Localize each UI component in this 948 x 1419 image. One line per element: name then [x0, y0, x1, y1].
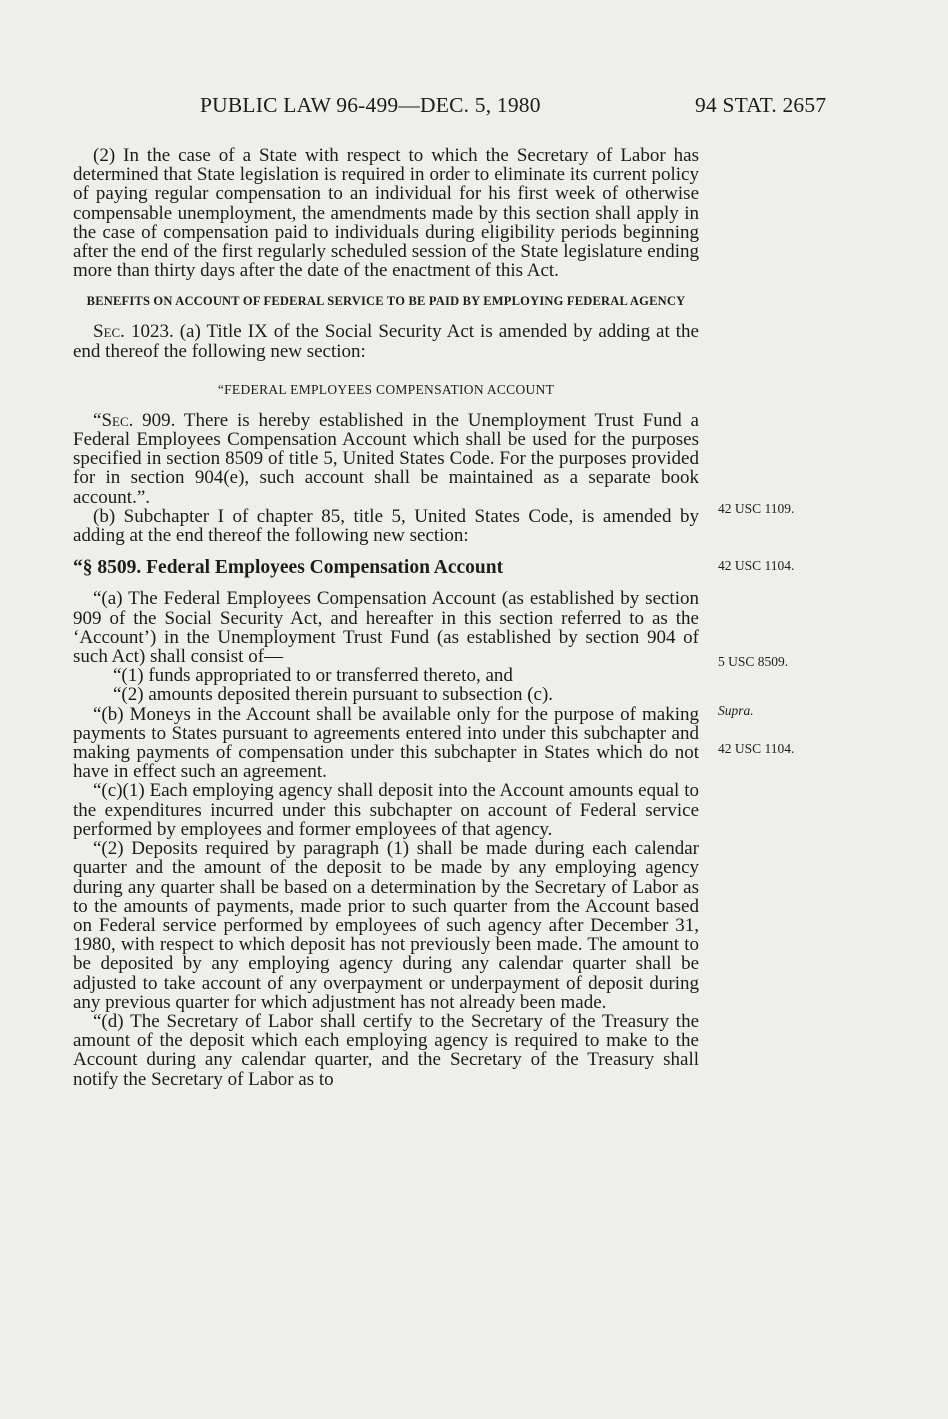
subsection-a-item-1: “(1) funds appropriated to or transferred thereto, and — [113, 665, 513, 687]
sec-1023-text: 1023. (a) Title IX of the Social Security Act is amended by adding at the end thereof the following new section: — [73, 321, 699, 362]
sec-909-quote: “ — [93, 409, 102, 431]
sec-909-label: Sec. — [101, 409, 134, 431]
paragraph-2-eligibility: (2) In the case of a State with respect to which the Secretary of Labor has determined that State legislation is required in order to eliminate its current policy of paying regular compensation to an individual for his first week of otherwise compensable unemployment, the amendments made by this section shall apply in the case of compensation paid to individuals during eligibility periods beginning after the end of the first regularly scheduled session of the State legislature ending more than thirty days after the date of the enactment of this Act. — [73, 145, 699, 282]
sec-label: Sec. — [93, 321, 125, 343]
margin-note-42-usc-1109: 42 USC 1109. — [718, 501, 795, 516]
margin-note-42-usc-1104: 42 USC 1104. — [718, 558, 795, 573]
sec-909-body: 909. There is hereby established in the Unemployment Trust Fund a Federal Employees Compensation Account which shall be used for the purposes specified in section 8509 of title 5, United States Code. For the purposes provided for in section 904(e), such account shall be maintained as a separate book account.”. — [73, 409, 699, 508]
statute-page-number: 94 STAT. 2657 — [695, 93, 827, 117]
subsection-b: “(b) Moneys in the Account shall be available only for the purpose of making payments to States pursuant to agreements entered into under this subchapter and making payments of compensation under this subchapter in States which do not have in effect such an agreement. — [73, 703, 699, 783]
paragraph-b-subchapter: (b) Subchapter I of chapter 85, title 5, United States Code, is amended by adding at the end thereof the following new section: — [73, 505, 699, 547]
subsection-c2: “(2) Deposits required by paragraph (1) shall be made during each calendar quarter and the amount of the deposit to be made by any employing agency during any quarter shall be based on a determination by the Secretary of Labor as to the amounts of payments, made prior to such quarter from the Account based on Federal service performed by employees of such agency after December 31, 1980, with respect to which deposit has not previously been made. The amount to be deposited by any employing agency during any calendar quarter shall be adjusted to take account of any overpayment or underpayment of deposit during any previous quarter for which adjustment has not already been made. — [73, 838, 699, 1013]
subsection-c1: “(c)(1) Each employing agency shall deposit into the Account amounts equal to the expenditures incurred under this subchapter on account of Federal service performed by employees and former employees of that agency. — [73, 780, 699, 840]
section-8509-heading: “§ 8509. Federal Employees Compensation Account — [73, 557, 504, 579]
section-caption-benefits: BENEFITS ON ACCOUNT OF FEDERAL SERVICE TO BE PAID BY EMPLOYING FEDERAL AGENCY — [86, 294, 686, 309]
running-head: PUBLIC LAW 96-499—DEC. 5, 1980 — [200, 93, 541, 117]
margin-note-42-usc-1104-b: 42 USC 1104. — [718, 741, 795, 756]
subsection-d: “(d) The Secretary of Labor shall certify to the Secretary of the Treasury the amount of the deposit which each employing agency is required to make to the Account during any calendar quarter, and the Secretary of the Treasury shall notify the Secretary of Labor as to — [73, 1010, 699, 1090]
section-caption-account: “FEDERAL EMPLOYEES COMPENSATION ACCOUNT — [217, 381, 555, 397]
margin-note-5-usc-8509: 5 USC 8509. — [718, 654, 789, 669]
subsection-a-item-2: “(2) amounts deposited therein pursuant to subsection (c). — [113, 684, 554, 706]
margin-note-supra: Supra. — [718, 703, 754, 718]
subsection-a: “(a) The Federal Employees Compensation Account (as established by section 909 of the Social Security Act, and hereafter in this section referred to as the ‘Account’) in the Unemployment Trust Fund (as established by section 904 of such Act) shall consist of— — [73, 588, 699, 668]
